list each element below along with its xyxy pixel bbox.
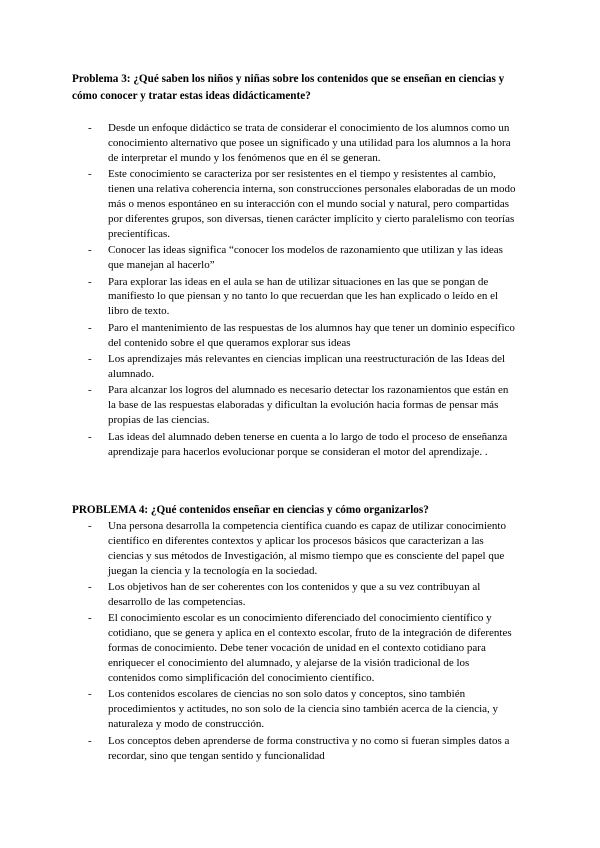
list-item <box>72 243 518 273</box>
bullet-dash: - <box>88 321 92 334</box>
list-item <box>72 580 518 610</box>
list-item-text: Paro el mantenimiento de las respuestas de los alumnos hay que tener un dominio específico del contenido sobre el que queramos explorar sus ideas <box>108 321 515 349</box>
list-item <box>72 519 518 579</box>
problem-4-list <box>72 519 518 765</box>
problem-4-heading: PROBLEMA 4: ¿Qué contenidos enseñar en ciencias y cómo organizarlos? <box>72 504 429 516</box>
list-item <box>72 734 518 764</box>
bullet-dash: - <box>88 244 92 257</box>
bullet-dash: - <box>88 688 92 701</box>
list-item <box>72 611 518 686</box>
list-item-text: Para alcanzar los logros del alumnado es necesario detectar los razonamientos que están en la base de las respuestas elaboradas y dificultan la evolución hacia formas de pensar más propias de las ciencias. <box>108 384 509 427</box>
bullet-dash: - <box>88 122 92 134</box>
list-item-text: Una persona desarrolla la competencia científica cuando es capaz de utilizar conocimiento científico en diferentes contextos y aplicar los procesos básicos que caracterizan a las ciencias y sus métodos de Investigación, al mismo tiempo que es consciente del papel que juegan la ciencia y la tecnología en la sociedad. <box>108 520 506 577</box>
list-item-text: Para explorar las ideas en el aula se han de utilizar situaciones en las que se pongan de manifiesto lo que piensan y no tanto lo que recuerdan que les han explicado o leído en el libro de texto. <box>108 275 499 318</box>
bullet-dash: - <box>88 520 92 532</box>
list-item-text: Desde un enfoque didáctico se trata de considerar el conocimiento de los alumnos como un conocimiento alternativo que posee un significado y una utilidad para los alumnos a la hora de interpretar el mundo y los fenómenos que en él se generan. <box>108 122 511 164</box>
problem-3-list <box>72 121 518 461</box>
list-item-text: Los conceptos deben aprenderse de forma constructiva y no como si fueran simples datos a recordar, sino que tengan sentido y funcionalidad <box>108 734 510 762</box>
bullet-dash: - <box>88 168 92 181</box>
bullet-dash: - <box>88 581 92 594</box>
list-item <box>72 321 518 351</box>
list-item-text: Los aprendizajes más relevantes en ciencias implican una reestructuración de las Ideas del alumnado. <box>108 353 506 380</box>
bullet-dash: - <box>88 612 92 625</box>
list-item-text: Este conocimiento se caracteriza por ser resistentes en el tiempo y resistentes al cambio, tienen una relativa coherencia interna, son construcciones personales elaboradas de un modo más o menos espontáneo en su interacción con el mundo social y natural, pero compartidas por diferentes grupos, son diversas, tienen carácter implícito y cierto paralelismo con teorías precientíficas. <box>108 168 516 240</box>
list-item-text: Las ideas del alumnado deben tenerse en cuenta a lo largo de todo el proceso de enseñanza aprendizaje para hacerlos evolucionar porque se consideran el motor del aprendizaje. . <box>108 430 508 458</box>
problem-3-heading: Problema 3: ¿Qué saben los niños y niñas sobre los contenidos que se enseñan en ciencias y cómo conocer y tratar estas ideas didácticamente? <box>72 73 505 102</box>
list-item <box>72 687 518 732</box>
list-item-text: Conocer las ideas significa “conocer los modelos de razonamiento que utilizan y las ideas que manejan al hacerlo” <box>108 244 503 272</box>
list-item-text: Los contenidos escolares de ciencias no son solo datos y conceptos, sino también procedimientos y actitudes, no son solo de la ciencia sino también acerca de la ciencia, y naturaleza y modo de construcción. <box>108 688 499 731</box>
list-item <box>72 430 518 460</box>
bullet-dash: - <box>88 275 92 288</box>
list-item <box>72 383 518 428</box>
list-item <box>72 121 518 166</box>
list-item <box>72 167 518 242</box>
bullet-dash: - <box>88 353 92 366</box>
bullet-dash: - <box>88 430 92 443</box>
list-item-text: El conocimiento escolar es un conocimiento diferenciado del conocimiento científico y cotidiano, que se genera y aplica en el contexto escolar, fruto de la integración de diferentes formas de conocimiento. Debe tener vocación de unidad en el contexto cotidiano para enriquecer el conocimiento del alumnado, y alejarse de la visión tradicional de los contenidos como simplificación del conocimiento científico. <box>108 612 512 685</box>
bullet-dash: - <box>88 734 92 747</box>
list-item-text: Los objetivos han de ser coherentes con los contenidos y que a su vez contribuyan al desarrollo de las competencias. <box>108 581 481 609</box>
list-item <box>72 352 518 382</box>
bullet-dash: - <box>88 384 92 397</box>
list-item <box>72 275 518 320</box>
